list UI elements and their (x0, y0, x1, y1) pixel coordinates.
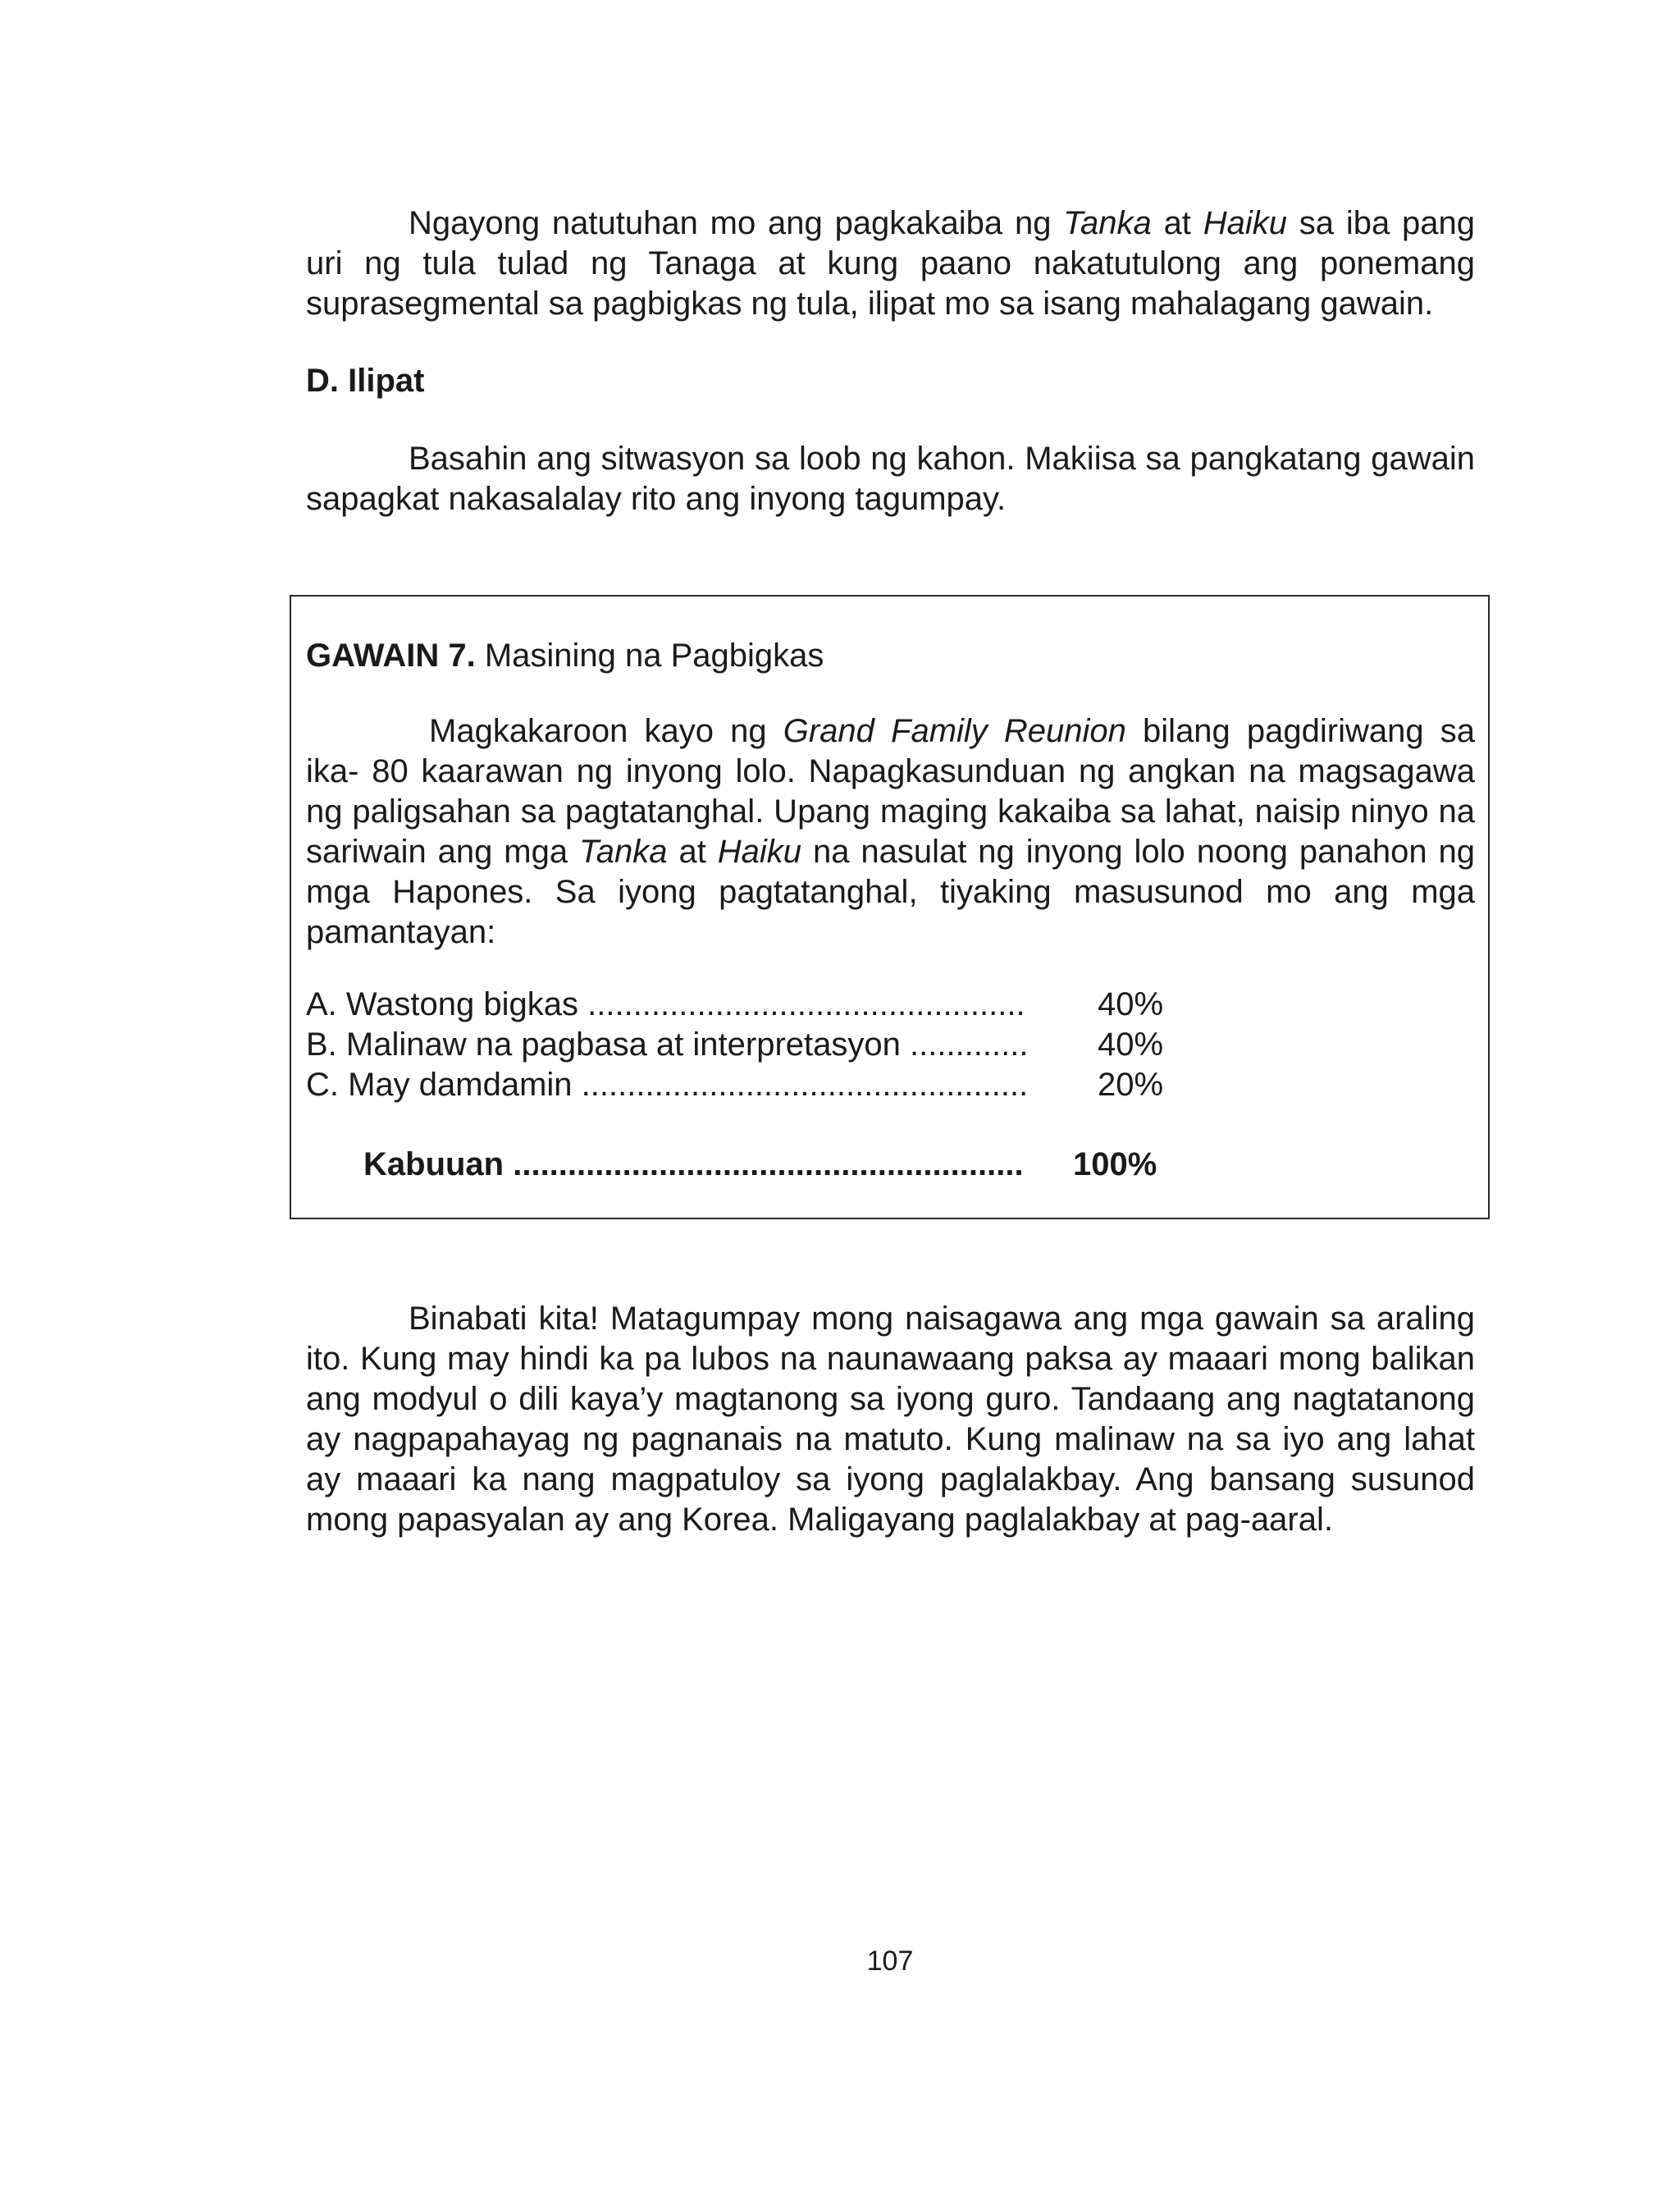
instruction-text: Basahin ang sitwasyon sa loob ng kahon. Makiisa sa pangkatang gawain sapagkat nakasalalay rito ang inyong tagumpay. (306, 441, 1475, 517)
activity-body-text-3: at (667, 834, 718, 870)
activity-body (306, 711, 1475, 953)
criteria-label: C. May damdamin ................................................. (306, 1067, 1029, 1103)
criteria-percent: 40% (1098, 1026, 1164, 1063)
intro-paragraph (306, 203, 1475, 324)
activity-box (290, 595, 1490, 1219)
criteria-row (306, 985, 1164, 1025)
total-row (363, 1145, 1157, 1185)
intro-term-haiku: Haiku (1203, 205, 1287, 241)
intro-text-2: at (1151, 205, 1203, 241)
activity-body-text-2: bilang pagdiriwang sa ika- 80 kaarawan ng inyong lolo. Napagkasunduan ng angkan na magsagawa ng paligsahan sa pagtatanghal. Upang maging kakaiba sa lahat, naisip ninyo na sariwain ang mga (306, 713, 1475, 870)
criteria-row (306, 1025, 1164, 1065)
intro-term-tanka: Tanka (1063, 205, 1152, 241)
closing-paragraph (306, 1299, 1475, 1540)
total-label: Kabuuan ........................................................ (363, 1146, 1024, 1182)
criteria-label: B. Malinaw na pagbasa at interpretasyon ............. (306, 1026, 1029, 1063)
intro-text-1: Ngayong natutuhan mo ang pagkakaiba ng (409, 205, 1064, 241)
criteria-percent: 20% (1098, 1067, 1164, 1103)
activity-term-tanka: Tanka (579, 834, 668, 870)
total-percent: 100% (1073, 1146, 1157, 1182)
activity-term-haiku: Haiku (717, 834, 802, 870)
activity-event-name: Grand Family Reunion (783, 713, 1126, 749)
criteria-percent: 40% (1098, 986, 1164, 1022)
activity-label: GAWAIN 7. (306, 638, 476, 674)
section-heading: D. Ilipat (306, 363, 425, 399)
page-number: 107 (866, 1945, 914, 1977)
activity-title-text: Masining na Pagbigkas (475, 638, 824, 674)
intro-text-3: sa iba pang uri ng tula tulad ng Tanaga at kung paano nakatutulong ang ponemang suprasegmental sa pagbigkas ng tula, ilipat mo sa isang mahalagang gawain. (306, 205, 1476, 322)
activity-body-text-1: Magkakaroon kayo ng (429, 713, 783, 749)
instruction-paragraph (306, 439, 1475, 519)
criteria-label: A. Wastong bigkas ................................................ (306, 986, 1025, 1022)
activity-body-text-4: na nasulat ng inyong lolo noong panahon ng mga Hapones. Sa iyong pagtatanghal, tiyaking masusunod mo ang mga pamantayan: (306, 834, 1475, 950)
criteria-row (306, 1065, 1164, 1105)
activity-title (306, 636, 824, 676)
closing-text: Binabati kita! Matagumpay mong naisagawa ang mga gawain sa araling ito. Kung may hindi ka pa lubos na naunawaang paksa ay maaari mong balikan ang modyul o dili kaya’y magtanong sa iyong guro. Tandaang ang nagtatanong ay nagpapahayag ng pagnanais na matuto. Kung malinaw na sa iyo ang lahat ay maaari ka nang magpatuloy sa iyong paglalakbay. Ang bansang susunod mong papasyalan ay ang Korea. Maligayang paglalakbay at pag-aaral. (306, 1301, 1475, 1538)
